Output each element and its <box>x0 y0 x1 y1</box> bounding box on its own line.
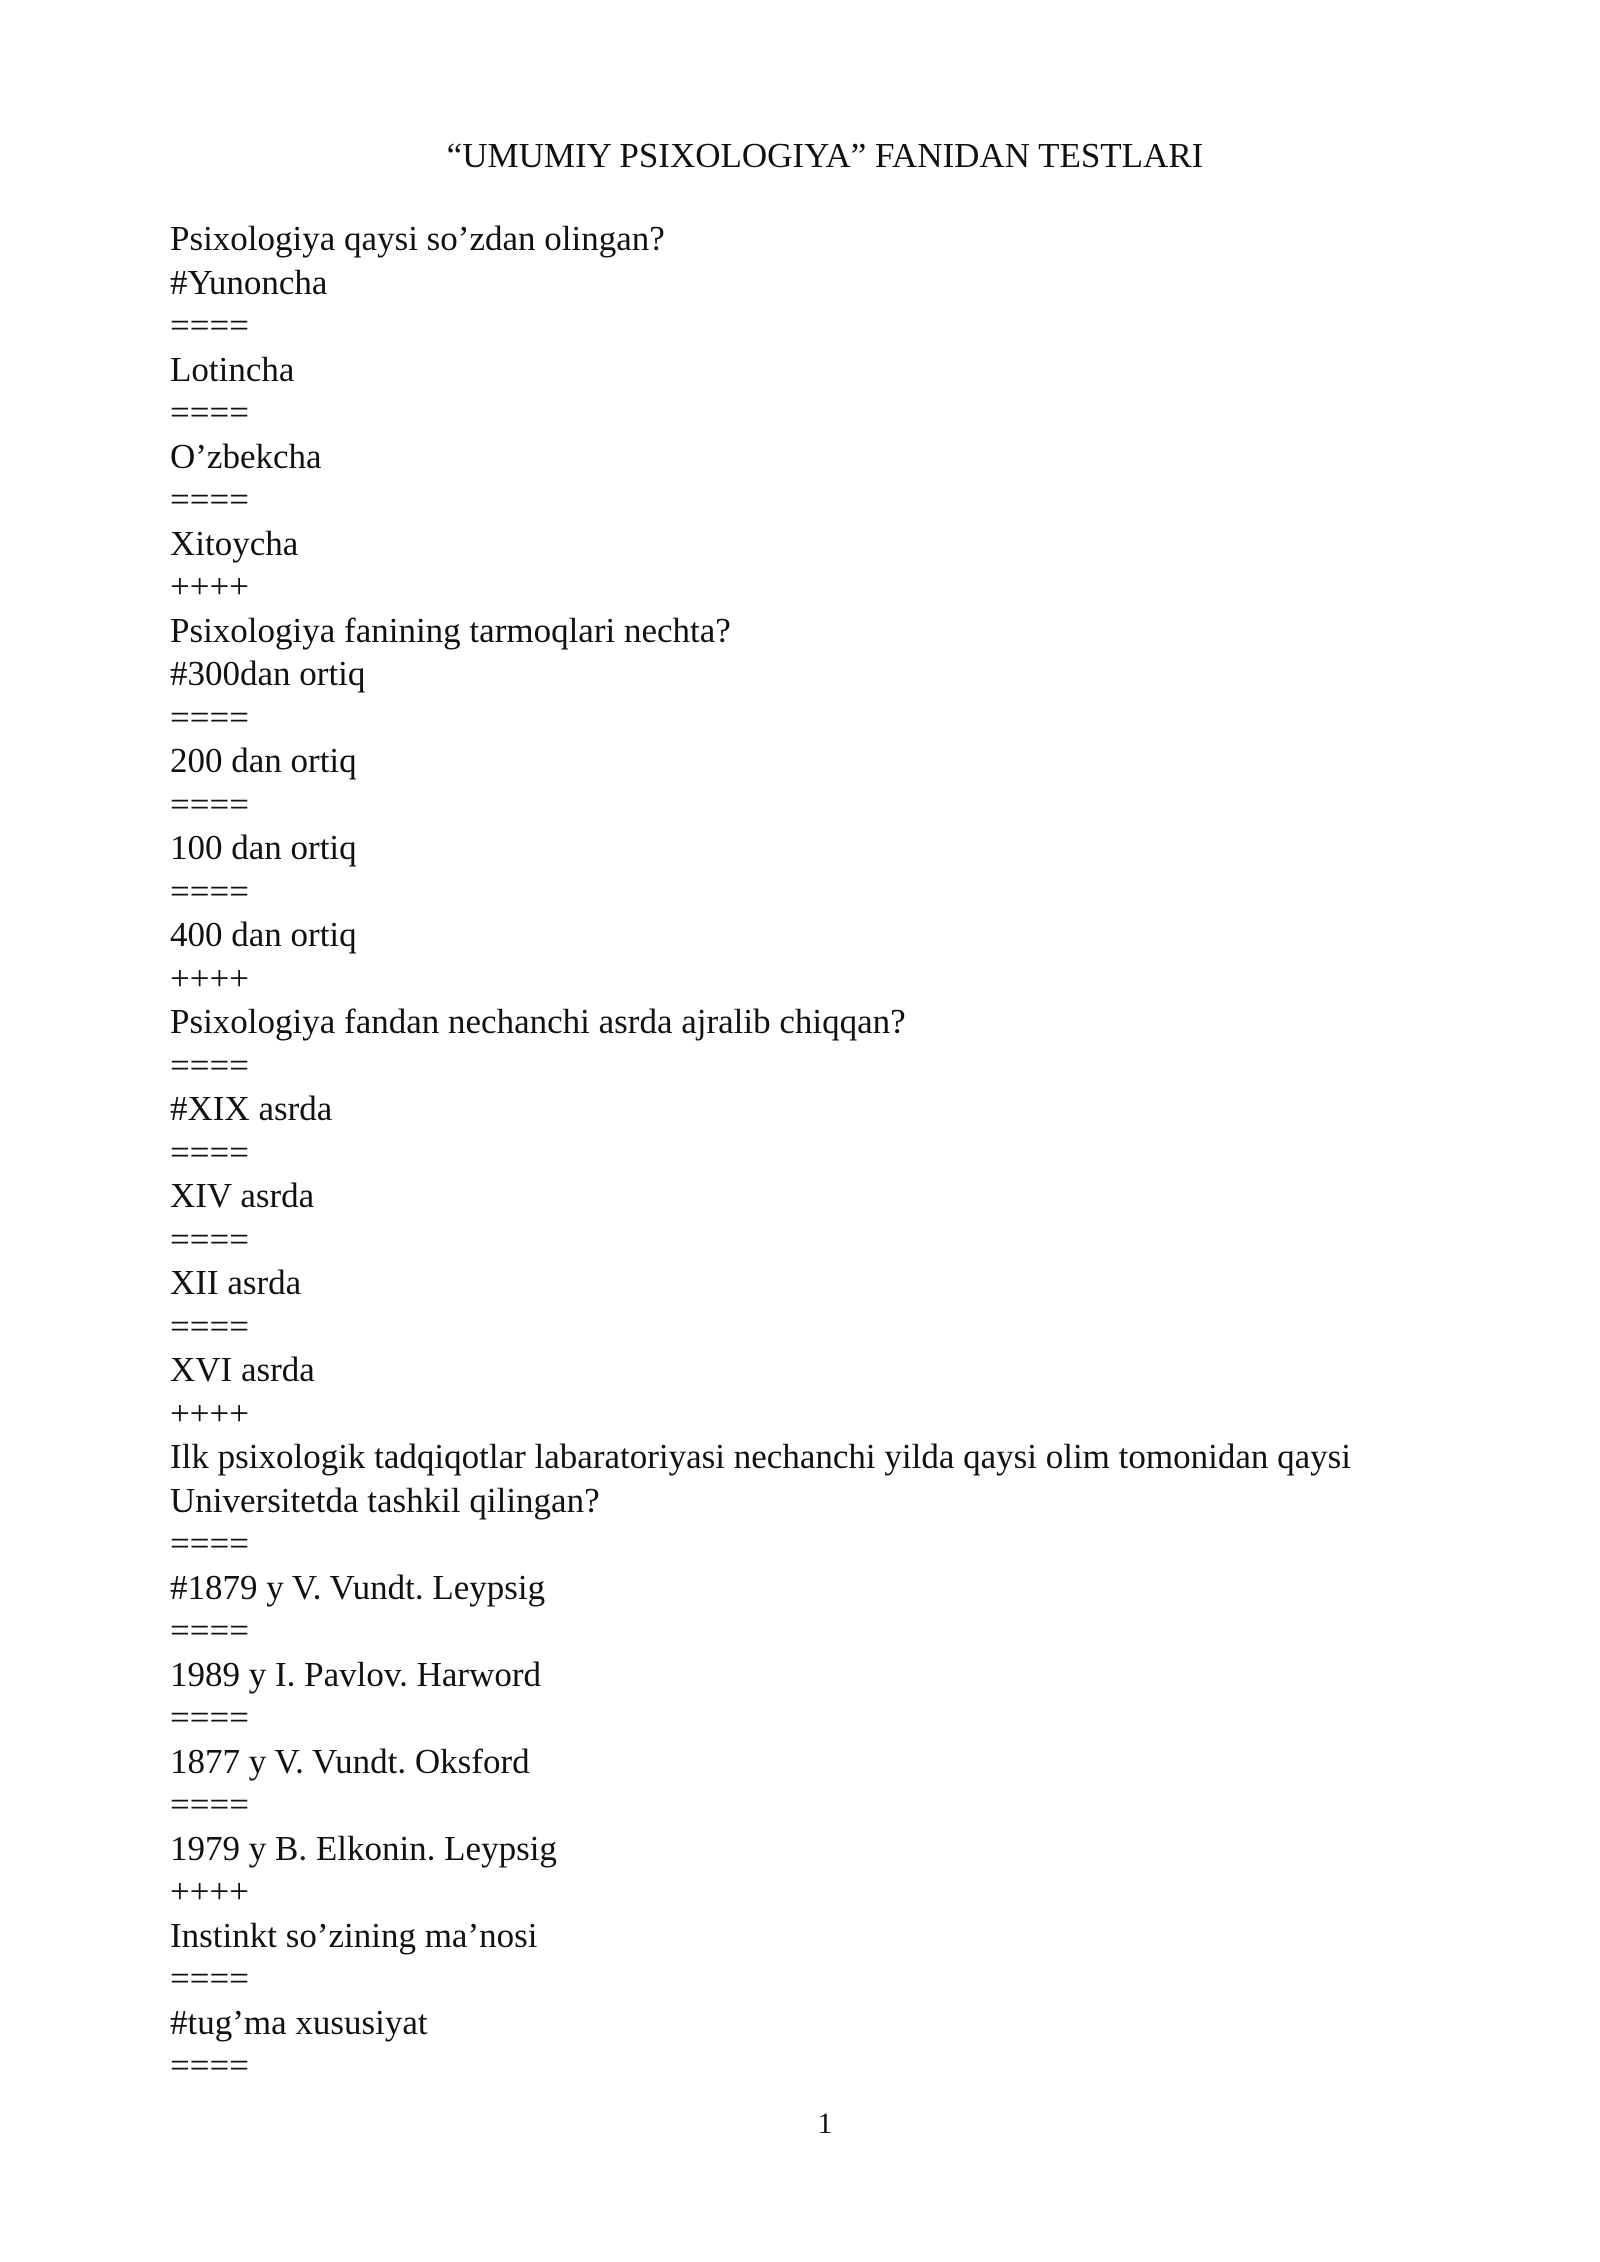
document-title: “UMUMIY PSIXOLOGIYA” FANIDAN TESTLARI <box>446 136 1204 175</box>
question-separator: ++++ <box>170 567 249 606</box>
question-separator: ++++ <box>170 1393 249 1433</box>
option-separator: ==== <box>170 1219 249 1259</box>
answer-option-line: Xitoycha <box>170 523 299 563</box>
option-separator: ==== <box>170 1524 249 1563</box>
answer-option-line: XVI asrda <box>170 1350 315 1389</box>
correct-answer-line: #1879 y V. Vundt. Leypsig <box>170 1567 546 1607</box>
question-line: Ilk psixologik tadqiqotlar labaratoriyasi nechanchi yilda qaysi olim tomonidan qaysi Universitetda tashkil qilingan? <box>170 1437 1351 1520</box>
option-separator: ==== <box>170 393 249 432</box>
question-separator: ++++ <box>170 958 249 998</box>
correct-answer-line: #XIX asrda <box>170 1089 333 1128</box>
option-separator: ==== <box>170 1611 249 1650</box>
option-separator: ==== <box>170 871 249 911</box>
answer-option-line: XII asrda <box>170 1263 302 1302</box>
question-line: Psixologiya qaysi so’zdan olingan? <box>170 219 665 258</box>
correct-answer-line: #Yunoncha <box>170 262 328 302</box>
page-number: 1 <box>817 2107 833 2140</box>
question-line: Psixologiya fanining tarmoqlari nechta? <box>170 610 731 650</box>
answer-option-line: Lotincha <box>170 349 295 389</box>
question-line: Psixologiya fandan nechanchi asrda ajralib chiqqan? <box>170 1002 906 1041</box>
option-separator: ==== <box>170 1959 249 1998</box>
option-separator: ==== <box>170 697 249 737</box>
answer-option-line: 1877 y V. Vundt. Oksford <box>170 1741 530 1781</box>
correct-answer-line: #300dan ortiq <box>170 654 366 693</box>
answer-option-line: 200 dan ortiq <box>170 741 357 780</box>
option-separator: ==== <box>170 1306 249 1346</box>
option-separator: ==== <box>170 784 249 824</box>
answer-option-line: O’zbekcha <box>170 436 322 476</box>
answer-option-line: 1989 y I. Pavlov. Harword <box>170 1654 542 1694</box>
answer-option-line: 1979 y B. Elkonin. Leypsig <box>170 1828 557 1868</box>
option-separator: ==== <box>170 480 249 519</box>
test-content <box>170 217 1490 2088</box>
option-separator: ==== <box>170 1132 249 1172</box>
question-separator: ++++ <box>170 1872 249 1911</box>
option-separator: ==== <box>170 306 249 345</box>
question-line: Instinkt so’zining ma’nosi <box>170 1915 538 1955</box>
answer-option-line: XIV asrda <box>170 1176 315 1215</box>
option-separator: ==== <box>170 1045 249 1085</box>
option-separator: ==== <box>170 1698 249 1737</box>
option-separator: ==== <box>170 2046 249 2085</box>
correct-answer-line: #tug’ma xususiyat <box>170 2002 428 2042</box>
answer-option-line: 100 dan ortiq <box>170 828 357 867</box>
answer-option-line: 400 dan ortiq <box>170 915 357 954</box>
option-separator: ==== <box>170 1785 249 1824</box>
